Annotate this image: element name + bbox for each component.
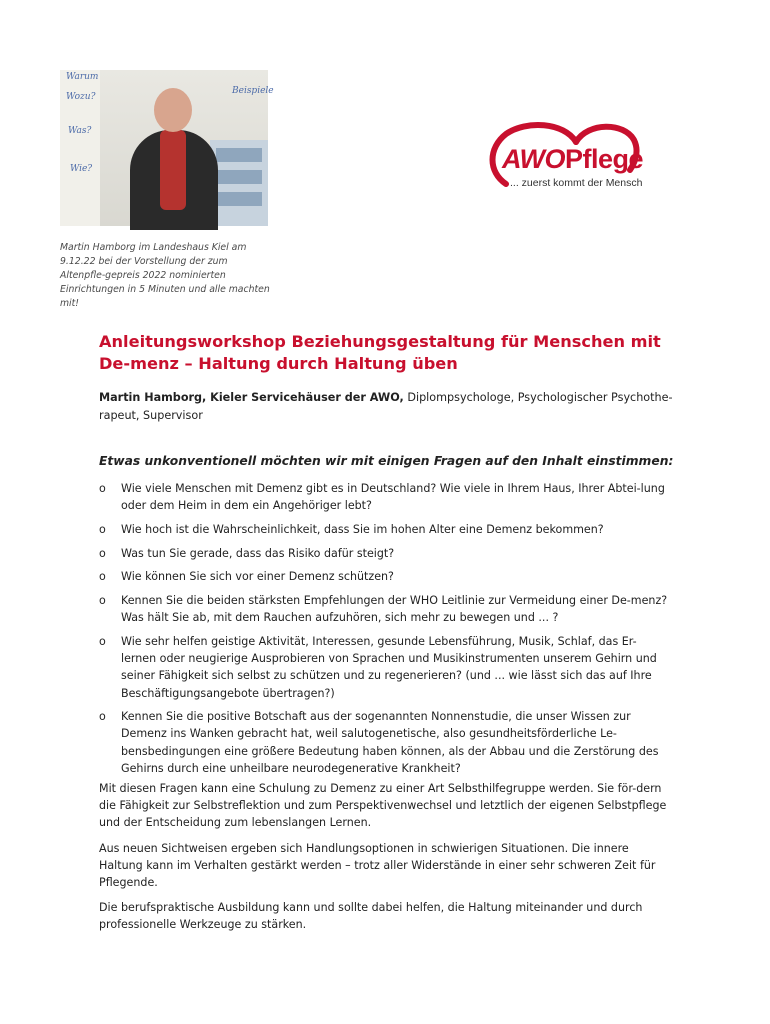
bullet: o bbox=[99, 634, 106, 648]
question-text: Wie sehr helfen geistige Aktivität, Interessen, gesunde Lebensführung, Musik, Schlaf, das Er-lernen oder neugierige Ausprobieren von Sprachen und Musikinstrumenten unserem Gehirn und seiner Fähigkeit sich selbst zu schützen und zu regenerieren? (und ... wie lässt sich das auf Ihre Beschäftigungsangebote übertragen?) bbox=[121, 634, 657, 700]
board-word: Was? bbox=[68, 126, 92, 136]
list-item bbox=[99, 545, 669, 562]
question-text: Kennen Sie die positive Botschaft aus der sogenannten Nonnenstudie, die unser Wissen zur Demenz ins Wanken gebracht hat, weil salutogenetische, also gesundheitsförderliche Le-bensbedingungen eine größere Bedeutung haben können, als der Abbau und die Zerstörung des Gehirns durch eine unheilbare neurodegenerative Krankheit? bbox=[121, 710, 659, 775]
bullet: o bbox=[99, 546, 106, 560]
body-paragraph: Aus neuen Sichtweisen ergeben sich Handlungsoptionen in schwierigen Situationen. Die innere Haltung kann im Verhalten gestärkt werden – trotz aller Widerstände in einer sehr schweren Zeit für Pflegende. bbox=[99, 841, 656, 890]
list-item bbox=[99, 480, 669, 514]
board-word: Wie? bbox=[70, 164, 93, 174]
list-item bbox=[99, 521, 669, 538]
speaker-head bbox=[154, 88, 192, 132]
speaker-photo bbox=[60, 70, 274, 226]
bullet: o bbox=[99, 710, 106, 724]
list-item bbox=[99, 592, 669, 626]
logo-product: Pflege bbox=[565, 144, 644, 174]
question-text: Wie viele Menschen mit Demenz gibt es in Deutschland? Wie viele in Ihrem Haus, Ihrer Abtei-lung oder dem Heim in dem ein Angehöriger lebt? bbox=[121, 482, 665, 513]
board-word: Beispiele bbox=[232, 86, 274, 96]
bullet: o bbox=[99, 594, 106, 608]
question-text: Kennen Sie die beiden stärksten Empfehlungen der WHO Leitlinie zur Vermeidung einer De-menz? Was hält Sie ab, mit dem Rauchen aufzuhören, sich mehr zu bewegen und ... ? bbox=[121, 594, 668, 625]
article-author bbox=[99, 389, 679, 425]
author-name: Martin Hamborg, Kieler Servicehäuser der AWO, bbox=[99, 391, 404, 404]
question-list bbox=[99, 480, 669, 784]
logo-tagline: ... zuerst kommt der Mensch bbox=[510, 177, 643, 189]
list-item bbox=[99, 633, 669, 702]
list-item bbox=[99, 708, 669, 777]
logo-brand: AWO bbox=[502, 144, 565, 174]
question-text: Wie hoch ist die Wahrscheinlichkeit, dass Sie im hohen Alter eine Demenz bekommen? bbox=[121, 522, 604, 536]
body-paragraph: Mit diesen Fragen kann eine Schulung zu Demenz zu einer Art Selbsthilfegruppe werden. Sie för-dern die Fähigkeit zur Selbstreflektion und zum Perspektivenwechsel und letztlich der eigenen Selbstpflege und der Entscheidung zum lebenslangen Lernen. bbox=[99, 782, 667, 830]
board-word: Warum bbox=[66, 72, 99, 82]
article-title: Anleitungsworkshop Beziehungsgestaltung für Menschen mit De-menz – Haltung durch Haltung üben bbox=[99, 332, 661, 373]
bullet: o bbox=[99, 570, 106, 584]
bullet: o bbox=[99, 482, 106, 495]
bullet: o bbox=[99, 522, 106, 536]
question-text: Was tun Sie gerade, dass das Risiko dafür steigt? bbox=[121, 546, 395, 560]
speaker-scarf bbox=[160, 130, 186, 210]
article-body bbox=[99, 780, 669, 942]
photo-poster bbox=[210, 140, 268, 226]
photo-caption: Martin Hamborg im Landeshaus Kiel am 9.12.22 bei der Vorstellung der zum Altenpfle-gepreis 2022 nominierten Einrichtungen in 5 Minuten und alle machten mit! bbox=[60, 242, 270, 309]
list-item bbox=[99, 568, 669, 585]
questions-intro: Etwas unkonventionell möchten wir mit einigen Fragen auf den Inhalt einstimmen: bbox=[99, 454, 674, 468]
question-text: Wie können Sie sich vor einer Demenz schützen? bbox=[121, 570, 394, 584]
body-paragraph: Die berufspraktische Ausbildung kann und sollte dabei helfen, die Haltung miteinander und durch professionelle Werkzeuge zu stärken. bbox=[99, 901, 643, 932]
logo-wordmark bbox=[502, 144, 643, 175]
board-word: Wozu? bbox=[66, 92, 96, 102]
author-roles: Diplompsychologe, Psychologischer Psychothe-rapeut, Supervisor bbox=[99, 391, 673, 422]
